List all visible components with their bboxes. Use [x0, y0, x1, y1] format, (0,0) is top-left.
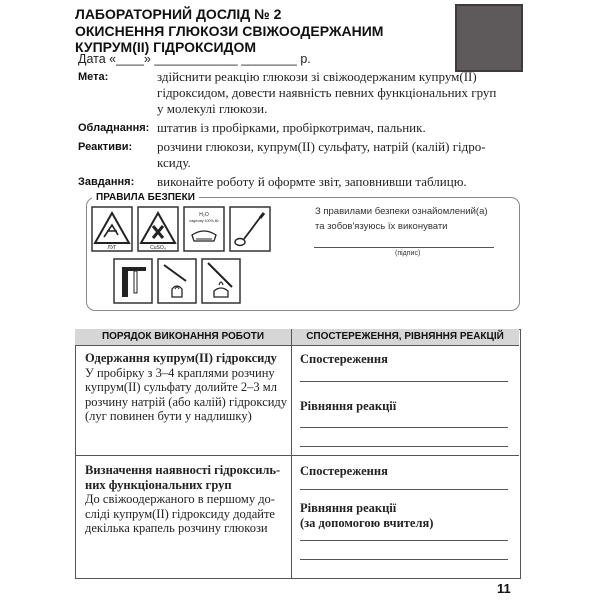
equation-1-label: Рівняння реакції [300, 399, 397, 413]
safety-icons [90, 205, 312, 305]
answer-line[interactable] [300, 446, 508, 447]
step-2-line-3: декілька крапель розчину глюкози [85, 521, 268, 535]
reagents-label: Реактиви: [78, 141, 133, 153]
step-1-title: Одержання купрум(ІІ) гідроксиду [85, 351, 277, 365]
equipment-text: штатив із пробірками, пробіркотримач, пальник. [157, 120, 426, 135]
step-1-line-1: У пробірку з 3–4 краплями розчину [85, 365, 275, 380]
answer-line[interactable] [300, 559, 508, 560]
task-text: виконайте роботу й оформте звіт, заповнивши таблицю. [157, 174, 467, 189]
goal-line-2: гідроксидом, довести наявність певних функціональних груп [157, 85, 497, 100]
hot-water-icon [184, 207, 224, 251]
step-2-title-line-2: них функціональних груп [85, 477, 232, 492]
table-row [85, 463, 289, 536]
h2o-label: H₂O [199, 212, 209, 218]
observation-1-label: Спостереження [300, 352, 388, 366]
page-title [75, 6, 445, 56]
test-tube-holder-icon [114, 259, 152, 303]
observation-2-label: Спостереження [300, 464, 388, 478]
table-column-divider [291, 329, 292, 578]
table-row-divider [75, 455, 519, 456]
goal-line-1: здійснити реакцію глюкози зі свіжоодержаним купрум(ІІ) [157, 69, 477, 84]
safety-sign-line-1: З правилами безпеки ознайомлений(а) [315, 206, 488, 217]
task-label: Завдання: [78, 176, 135, 188]
title-line-1: ЛАБОРАТОРНИЙ ДОСЛІД № 2 [75, 6, 282, 22]
header-procedure: ПОРЯДОК ВИКОНАННЯ РОБОТИ [101, 331, 265, 342]
header-observations: СПОСТЕРЕЖЕННЯ, РІВНЯННЯ РЕАКЦІЙ [306, 331, 504, 342]
answer-line[interactable] [300, 381, 508, 382]
title-line-2: ОКИСНЕННЯ ГЛЮКОЗИ СВІЖООДЕРЖАНИМ [75, 22, 384, 39]
reagents-line-1: розчини глюкози, купрум(ІІ) сульфату, натрій (калій) гідро- [157, 139, 486, 154]
spatula-icon [230, 207, 270, 251]
equipment-label: Обладнання: [78, 122, 150, 134]
step-1-line-4: (луг повинен бути у надлишку) [85, 409, 252, 423]
answer-line[interactable] [300, 427, 508, 428]
answer-line[interactable] [300, 489, 508, 490]
equation-2-label [300, 501, 433, 530]
goal-text [157, 69, 496, 117]
spirit-lamp-icon [202, 259, 240, 303]
step-2-line-1: До свіжоодержаного в першому до- [85, 492, 275, 506]
step-2-line-2: сліді купрум(ІІ) гідроксиду додайте [85, 506, 275, 521]
date-field: Дата «____» ____________ ________ р. [78, 52, 311, 66]
cuso4-label: CuSO₄ [150, 245, 166, 251]
table-row [85, 351, 289, 424]
goal-label: Мета: [78, 71, 109, 83]
step-1-line-3: розчину натрій (або калій) гідроксиду [85, 394, 288, 409]
reagents-text [157, 139, 486, 171]
signature-caption: (підпис) [395, 250, 421, 257]
safety-sign-line-2: та зобов'язуюсь їх виконувати [315, 221, 448, 232]
step-1-line-2: купрум(ІІ) сульфату долийте 2–3 мл [85, 380, 277, 394]
equation-2-label-text: Рівняння реакції [300, 501, 397, 515]
qr-code-image [455, 4, 523, 72]
equation-2-note: (за допомогою вчителя) [300, 515, 434, 530]
reagents-line-2: ксиду. [157, 155, 191, 170]
alkali-warning-icon [92, 207, 132, 251]
harmful-cuso4-icon [138, 207, 178, 251]
answer-line[interactable] [300, 540, 508, 541]
signature-line[interactable] [314, 247, 494, 248]
h2o-sub-label: nagrivaty 100%-80 [189, 219, 219, 223]
page-number: 11 [497, 581, 511, 596]
alkali-label: ЛУГ [107, 245, 117, 251]
goal-line-3: у молекулі глюкози. [157, 101, 268, 116]
step-2-title-line-1: Визначення наявності гідроксиль- [85, 463, 281, 477]
heating-tube-icon [158, 259, 196, 303]
title-line-3: КУПРУМ(ІІ) ГІДРОКСИДОМ [75, 39, 257, 55]
safety-rules-title: ПРАВИЛА БЕЗПЕКИ [92, 192, 199, 203]
